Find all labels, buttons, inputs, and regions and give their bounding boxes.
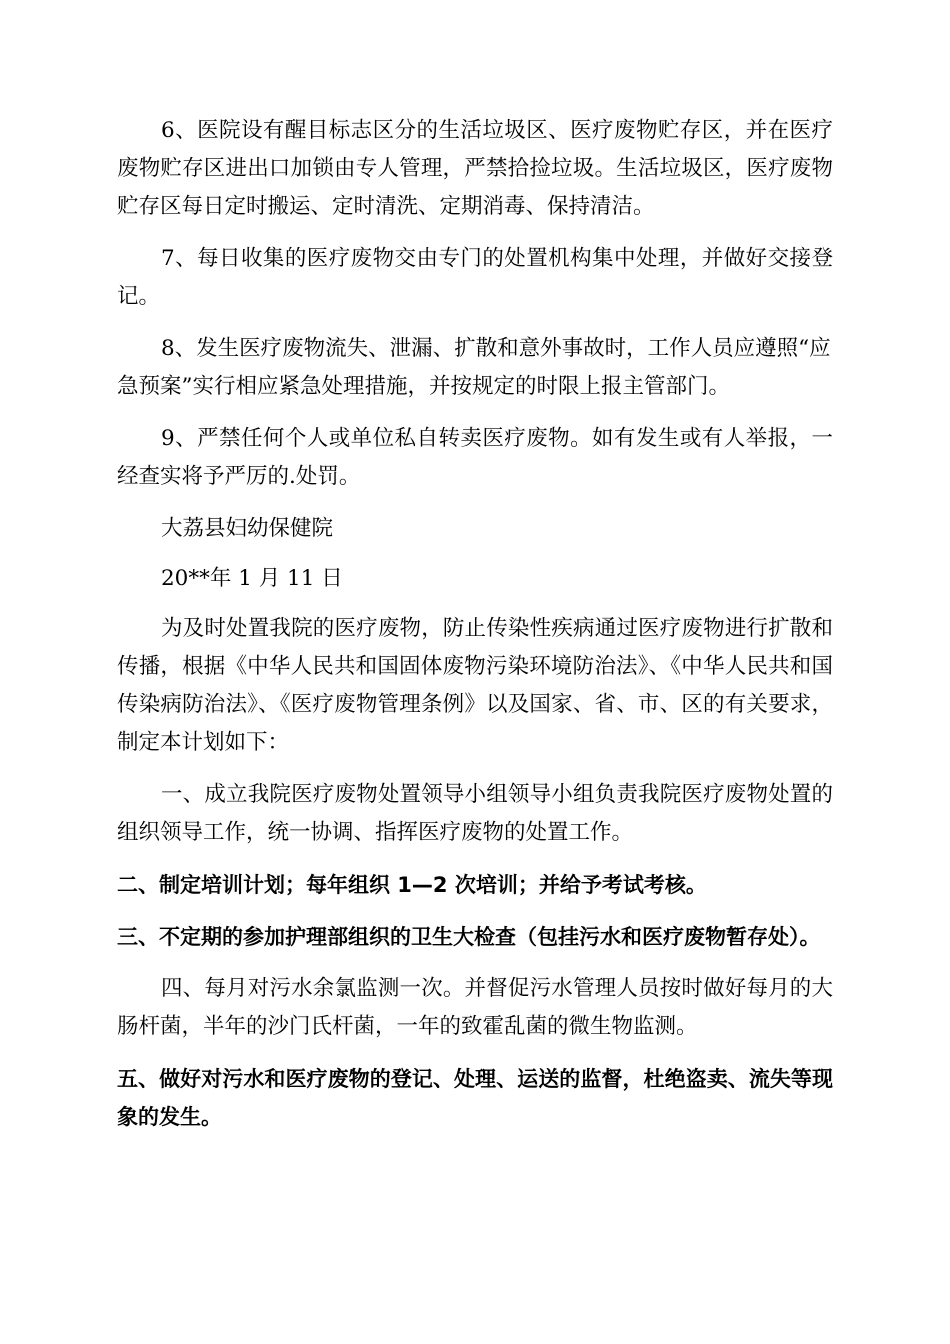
organization-signature: 大荔县妇幼保健院 bbox=[161, 516, 334, 541]
section-2-heading: 二、制定培训计划；每年组织 1—2 次培训；并给予考试考核。 bbox=[117, 873, 707, 897]
paragraph-item-6: 6、医院设有醒目标志区分的生活垃圾区、医疗废物贮存区，并在医疗废物贮存区进出口加锁由专人管理，严禁拾捡垃圾。生活垃圾区，医疗废物贮存区每日定时搬运、定时清洗、定期消毒、保持清洁。 bbox=[117, 118, 833, 219]
document-date: 20**年 1 月 11 日 bbox=[161, 566, 343, 591]
paragraph-item-9: 9、严禁任何个人或单位私自转卖医疗废物。如有发生或有人举报，一经查实将予严厉的.处罚。 bbox=[117, 426, 833, 489]
paragraph-item-8: 8、发生医疗废物流失、泄漏、扩散和意外事故时，工作人员应遵照“应急预案”实行相应紧急处理措施，并按规定的时限上报主管部门。 bbox=[117, 336, 831, 399]
document-page bbox=[117, 112, 833, 1150]
section-4-paragraph: 四、每月对污水余氯监测一次。并督促污水管理人员按时做好每月的大肠杆菌，半年的沙门氏杆菌，一年的致霍乱菌的微生物监测。 bbox=[117, 976, 833, 1039]
section-5-heading: 五、做好对污水和医疗废物的登记、处理、运送的监督，杜绝盗卖、流失等现象的发生。 bbox=[117, 1067, 833, 1129]
section-1-paragraph: 一、成立我院医疗废物处置领导小组领导小组负责我院医疗废物处置的组织领导工作，统一协调、指挥医疗废物的处置工作。 bbox=[117, 782, 833, 845]
intro-paragraph: 为及时处置我院的医疗废物，防止传染性疾病通过医疗废物进行扩散和传播，根据《中华人民共和国固体废物污染环境防治法》、《中华人民共和国传染病防治法》、《医疗废物管理条例》以及国家、省、市、区的有关要求，制定本计划如下： bbox=[117, 616, 833, 755]
paragraph-item-7: 7、每日收集的医疗废物交由专门的处置机构集中处理，并做好交接登记。 bbox=[117, 246, 833, 309]
section-3-heading: 三、不定期的参加护理部组织的卫生大检查（包挂污水和医疗废物暂存处）。 bbox=[117, 925, 821, 949]
